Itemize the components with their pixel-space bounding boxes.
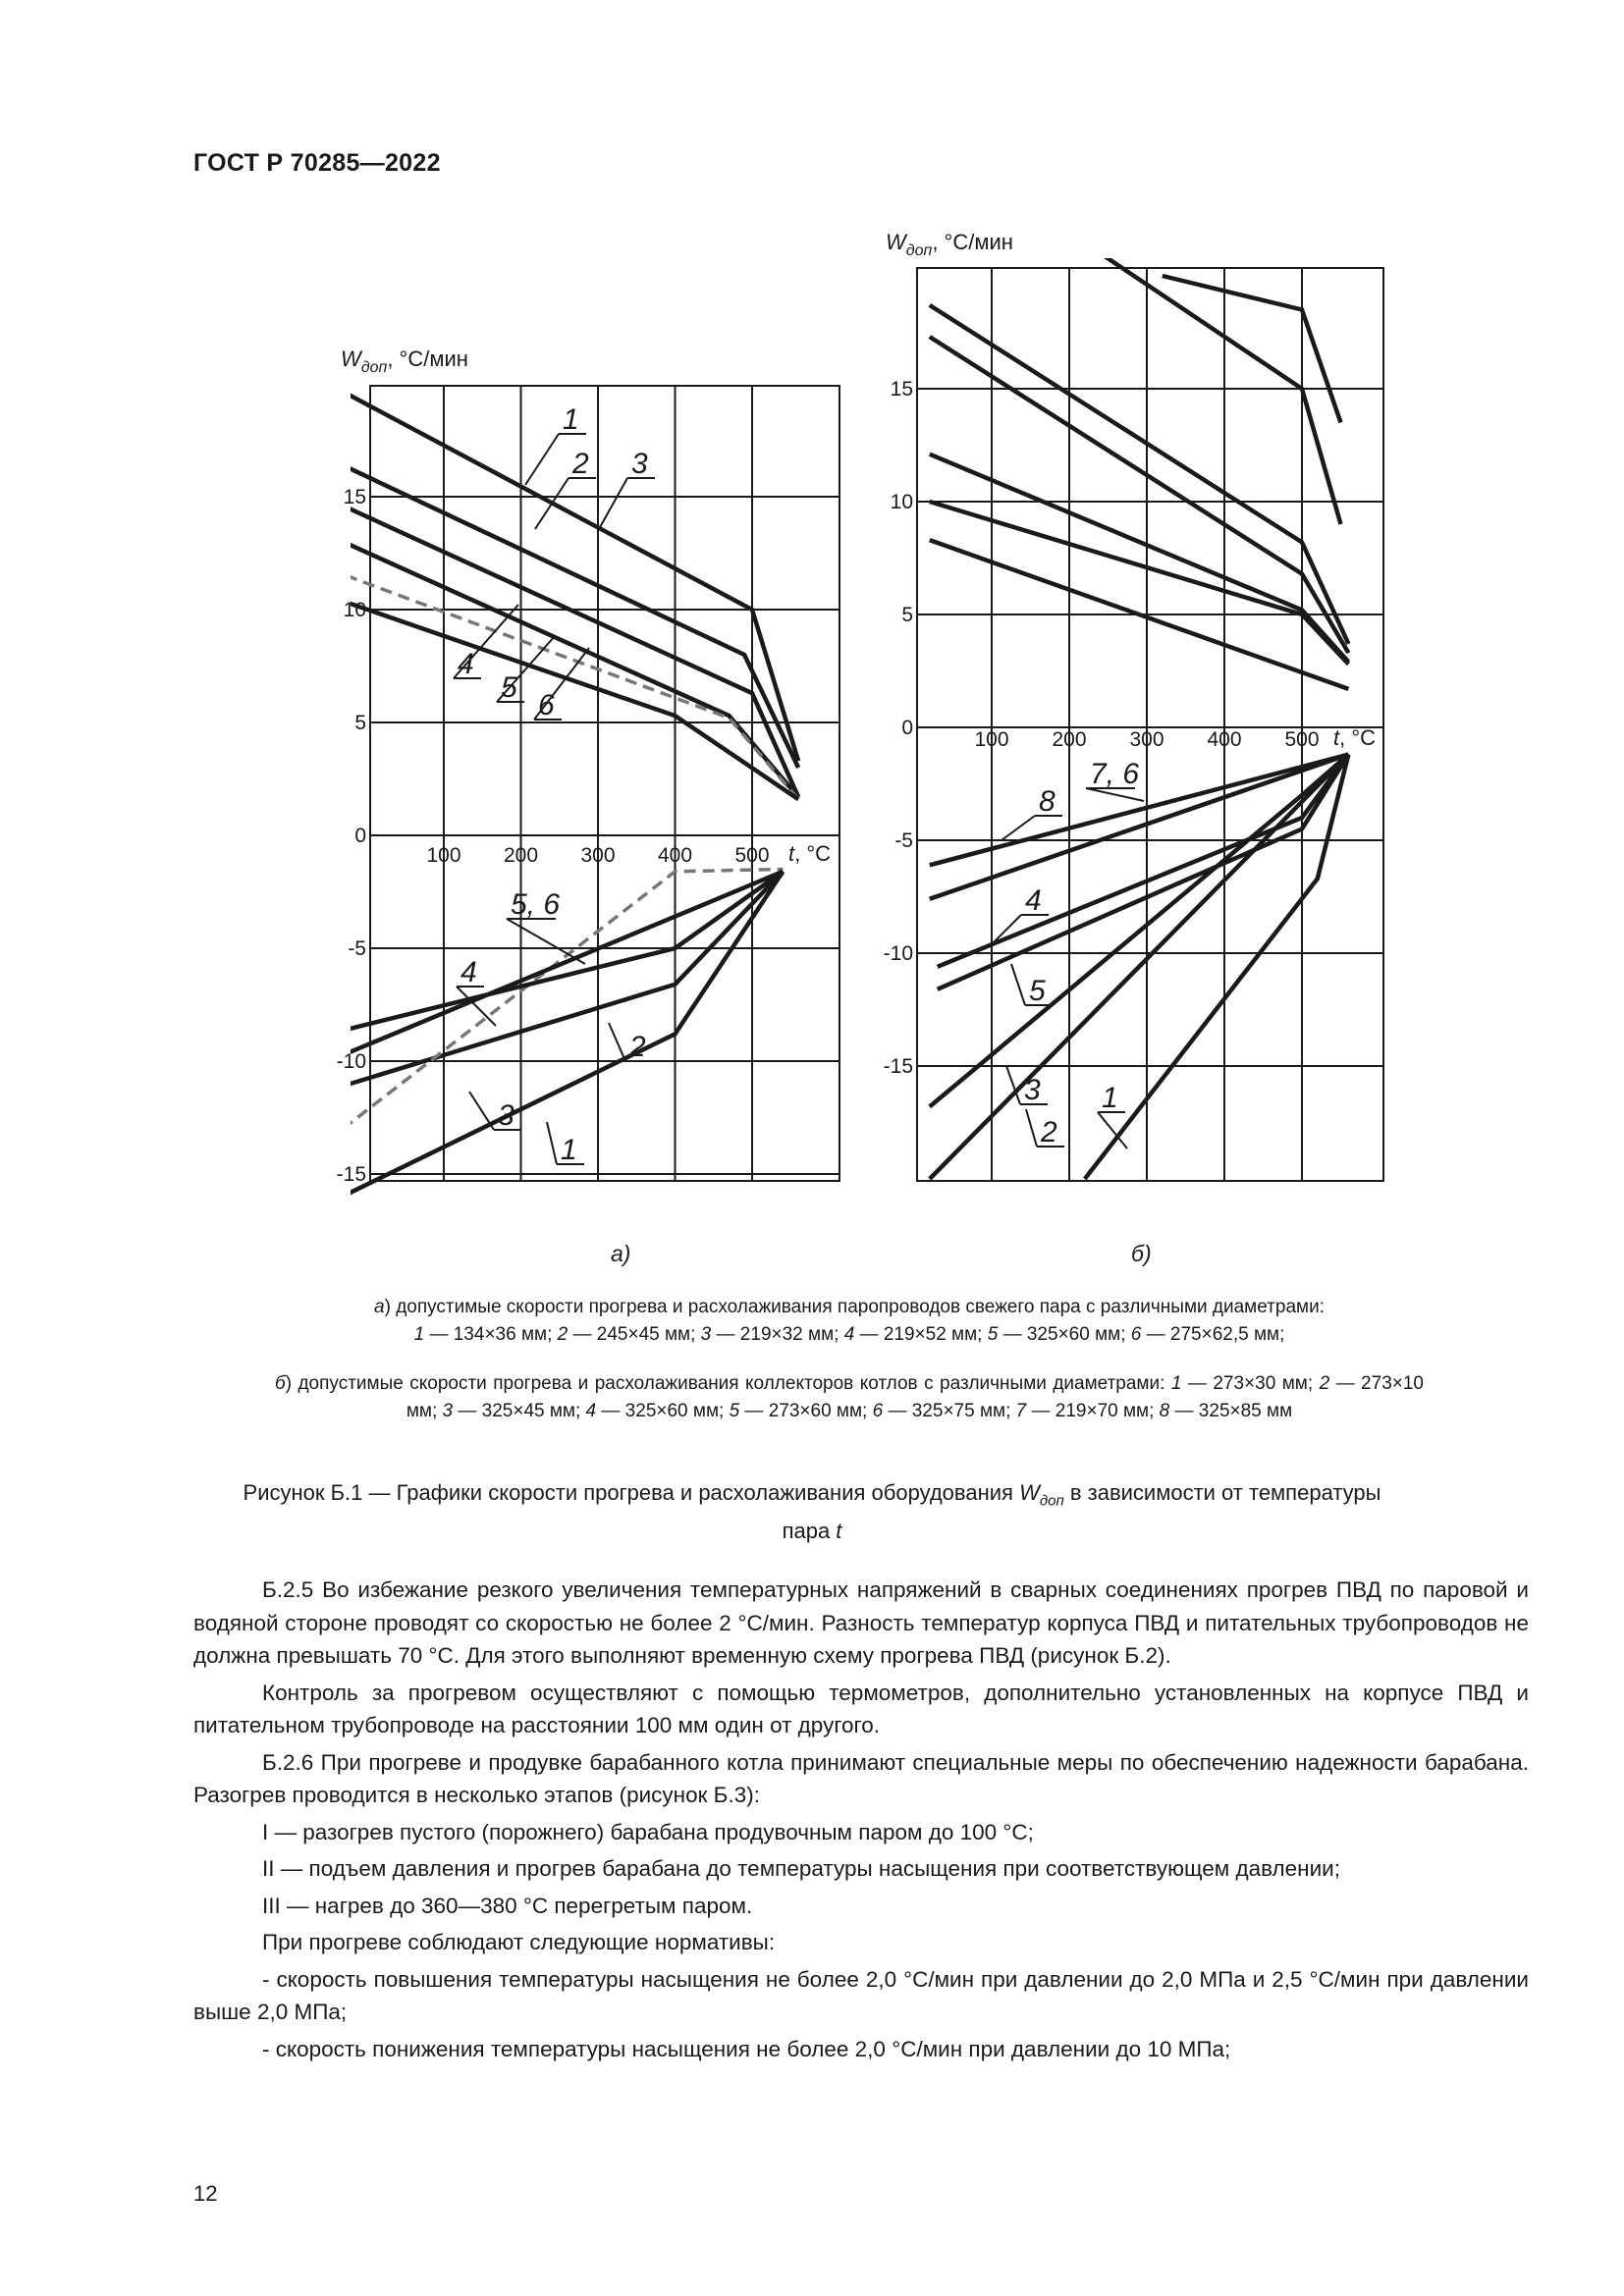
y-tick-label: -15 xyxy=(883,1055,913,1078)
panel-a-label: а) xyxy=(611,1241,631,1266)
paragraph: III — нагрев до 360—380 °С перегретым паром. xyxy=(262,1893,753,1918)
curve-label: 6 xyxy=(538,689,555,721)
y-tick-label: 15 xyxy=(343,486,366,508)
body-text xyxy=(193,1574,1529,2069)
y-tick-label: 5 xyxy=(354,712,366,734)
curve-label: 4 xyxy=(458,648,474,680)
curve-label: 5 xyxy=(501,671,517,704)
y-tick-label: -15 xyxy=(336,1163,366,1186)
paragraph: - скорость понижения температуры насыщения не более 2,0 °С/мин при давлении до 10 МПа; xyxy=(262,2036,1231,2061)
x-axis-label-b: t, °С xyxy=(1333,725,1377,750)
paragraph: - скорость повышения температуры насыщения не более 2,0 °С/мин при давлении до 2,0 МПа и 2,5 °С/мин при давлении выше 2,0 МПа; xyxy=(193,1966,1529,2024)
y-tick-label: -5 xyxy=(894,829,913,852)
curve-label: 7, 6 xyxy=(1090,758,1140,790)
x-tick-label: 400 xyxy=(1207,728,1242,751)
curve-2 xyxy=(328,458,798,768)
y-tick-label: 15 xyxy=(890,378,913,400)
curve-label: 4 xyxy=(1025,884,1042,917)
legend-a: а) допустимые скорости прогрева и расхолаживания паропроводов свежего пара с различными диаметрами: 1 — 134×36 мм; 2 — 245×45 мм; 3 — 219×32 мм; 4 — 219×52 мм; 5 — 325×60 мм; 6 — 275×62,5 мм; xyxy=(374,1297,1325,1345)
panel-b-label: б) xyxy=(1131,1241,1152,1266)
paragraph: II — подъем давления и прогрев барабана до температуры насыщения при соответствующем давлении; xyxy=(262,1856,1340,1881)
x-tick-label: 300 xyxy=(580,844,616,867)
y-tick-label: 10 xyxy=(343,599,366,621)
x-tick-label: 300 xyxy=(1129,728,1164,751)
page-number: 12 xyxy=(193,2181,218,2206)
x-tick-label: 100 xyxy=(426,844,461,867)
paragraph: I — разогрев пустого (порожнего) барабана продувочным паром до 100 °С; xyxy=(262,1819,1034,1844)
y-axis-label-a: $W_{доп}$, °С/мин xyxy=(341,347,468,376)
legend-b: б) допустимые скорости прогрева и расхолаживания коллекторов котлов с различными диаметрами: 1 — 273×30 мм; 2 — 273×10 мм; 3 — 325×45 мм; 4 — 325×60 мм; 5 — 273×60 мм; 6 — 325×75 мм; 7 — 219×70 мм; 8 — 325×85 мм xyxy=(275,1373,1424,1421)
paragraph: Контроль за прогревом осуществляют с помощью термометров, дополнительно установленных на корпусе ПВД и питательном трубопроводе на расстоянии 100 мм один от другого. xyxy=(193,1680,1529,1737)
curve-label: 3 xyxy=(631,448,648,480)
document-header: ГОСТ Р 70285—2022 xyxy=(193,149,441,177)
curve-label: 8 xyxy=(1039,785,1056,818)
paragraph: При прогреве соблюдают следующие нормативы: xyxy=(262,1930,776,1954)
curve-6 xyxy=(328,596,798,799)
curve-label: 5 xyxy=(1029,975,1046,1007)
x-tick-label: 200 xyxy=(1052,728,1087,751)
curve-label: 4 xyxy=(460,956,477,988)
curve-1 xyxy=(328,384,798,761)
x-tick-label: 100 xyxy=(974,728,1009,751)
y-tick-label: 5 xyxy=(901,604,913,626)
curve-label: 3 xyxy=(1024,1074,1041,1106)
curve-label: 3 xyxy=(498,1099,514,1132)
y-tick-label: -10 xyxy=(883,942,913,965)
y-tick-label: -5 xyxy=(348,937,366,960)
panel-a xyxy=(328,347,839,1203)
y-tick-label: 0 xyxy=(354,825,366,847)
x-tick-label: 200 xyxy=(503,844,539,867)
curve-a xyxy=(1163,276,1341,423)
y-axis-label-b: $W_{доп}$, °С/мин xyxy=(886,230,1013,259)
y-tick-label: -10 xyxy=(336,1050,366,1073)
curve-label: 2 xyxy=(629,1031,646,1063)
panel-b xyxy=(884,230,1383,1181)
paragraph: Б.2.5 Во избежание резкого увеличения температурных напряжений в сварных соединениях прогрев ПВД по паровой и водяной стороне проводят со скоростью не более 2 °С/мин. Разность температур корпуса ПВД и питательных трубопроводов не должна превышать 70 °С. Для этого выполняют временную схему прогрева ПВД (рисунок Б.2). xyxy=(193,1577,1529,1668)
curve-4 xyxy=(938,755,1349,967)
x-tick-label: 500 xyxy=(734,844,770,867)
curve-4 xyxy=(328,535,798,797)
curve-label: 2 xyxy=(1041,1116,1057,1148)
figure-caption: Рисунок Б.1 — Графики скорости прогрева и расхолаживания оборудования $W_{доп}$ в зависимости от температуры пара t xyxy=(243,1480,1381,1544)
curve-label: 2 xyxy=(572,448,589,480)
x-axis-label-a: t, °С xyxy=(788,841,832,866)
x-tick-label: 500 xyxy=(1284,728,1320,751)
curve-label: 1 xyxy=(1102,1082,1118,1114)
y-tick-label: 10 xyxy=(890,491,913,513)
curve-label: 1 xyxy=(561,1134,577,1166)
x-tick-label: 400 xyxy=(657,844,693,867)
paragraph: Б.2.6 При прогреве и продувке барабанного котла принимают специальные меры по обеспечению надежности барабана. Разогрев проводится в несколько этапов (рисунок Б.3): xyxy=(193,1749,1529,1807)
y-tick-label: 0 xyxy=(901,717,913,739)
curve-label: 5, 6 xyxy=(511,888,561,921)
curve-label: 1 xyxy=(563,403,579,436)
